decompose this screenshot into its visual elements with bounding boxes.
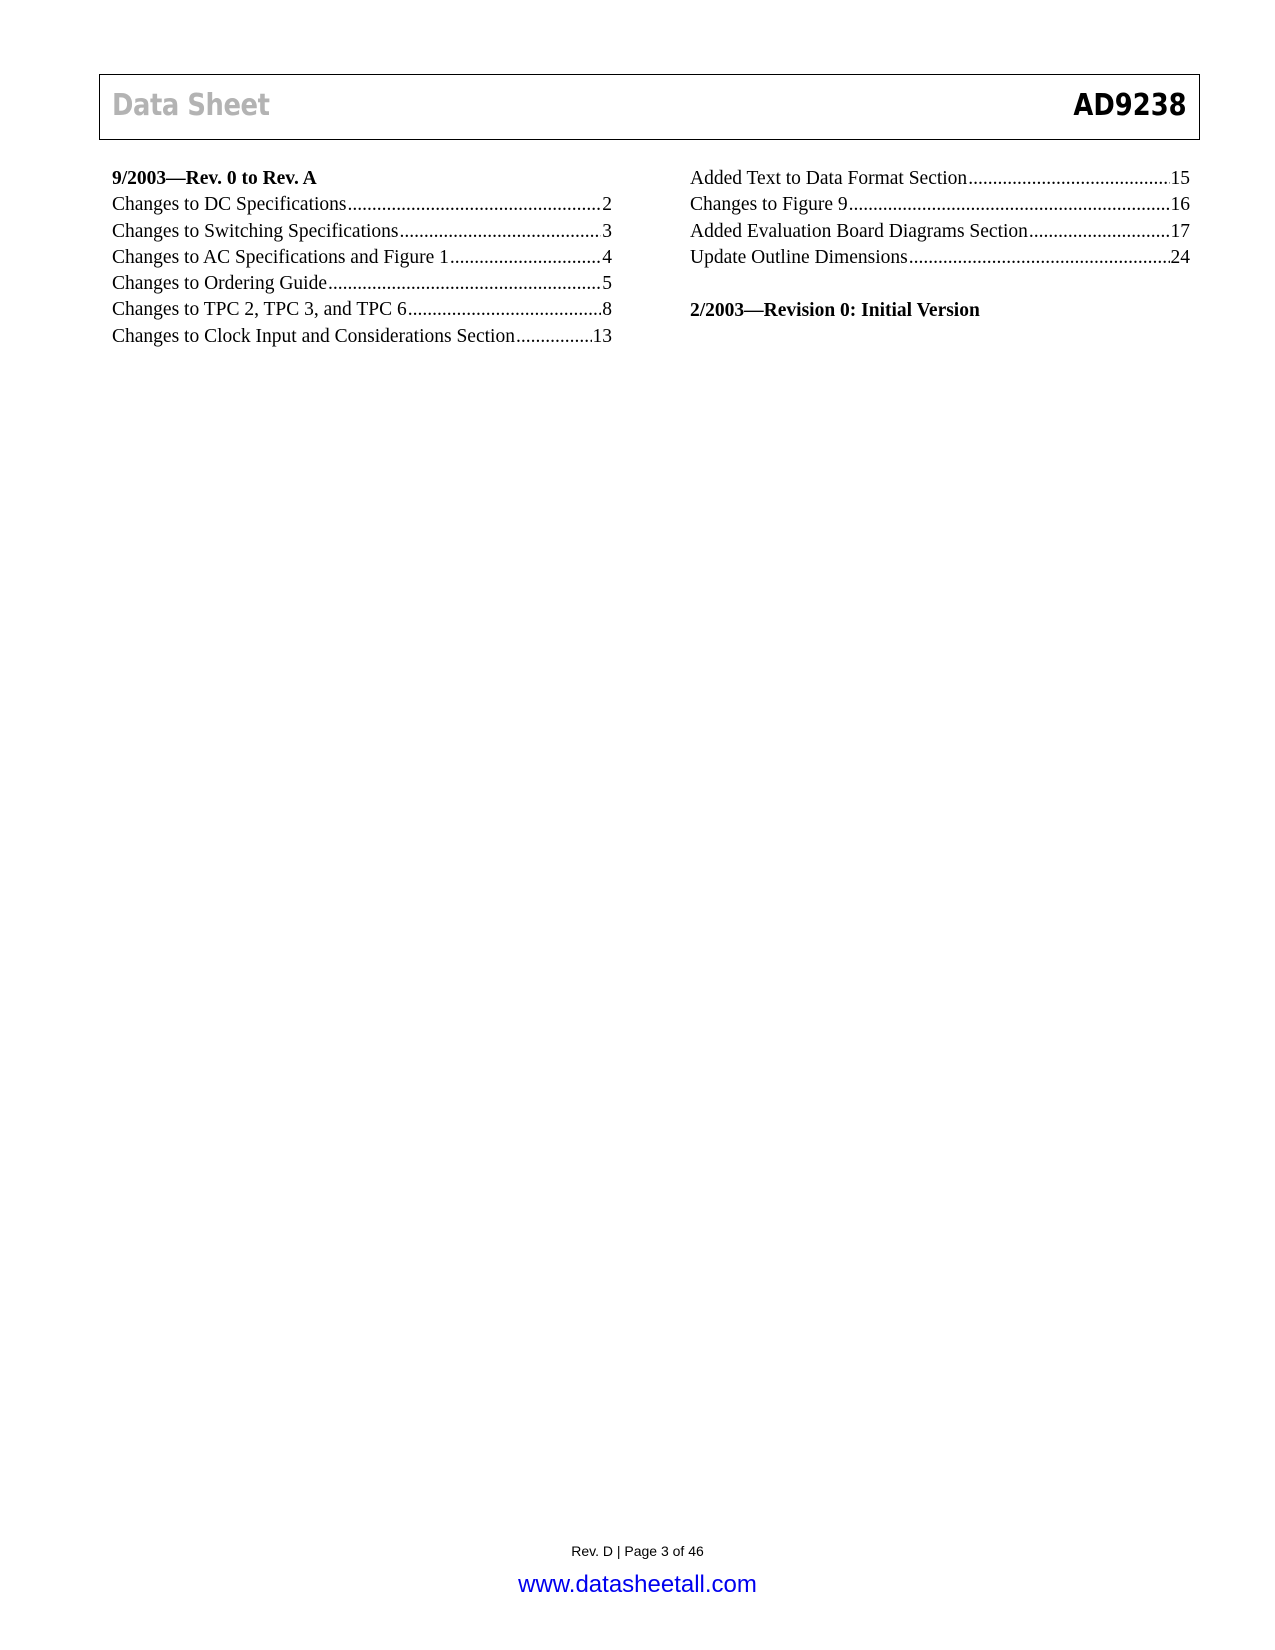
- toc-dot-leader: [408, 297, 602, 323]
- toc-entry-page: 16: [1170, 194, 1190, 216]
- toc-entry[interactable]: [112, 271, 612, 297]
- part-number: AD9238: [1073, 88, 1187, 123]
- toc-entry[interactable]: [690, 166, 1190, 192]
- toc-dot-leader: [516, 324, 592, 350]
- toc-entry-page: 24: [1170, 246, 1190, 268]
- revision-history-left-column: [112, 166, 612, 350]
- toc-dot-leader: [450, 245, 601, 271]
- toc-entry-page: 4: [602, 246, 612, 268]
- toc-dot-leader: [348, 192, 602, 218]
- toc-dot-leader: [328, 271, 601, 297]
- toc-entry-label: Update Outline Dimensions: [690, 246, 908, 268]
- toc-entry-label: Changes to Figure 9: [690, 194, 848, 216]
- toc-entry-label: Added Text to Data Format Section: [690, 168, 968, 189]
- toc-dot-leader: [909, 245, 1170, 271]
- toc-entry-label: Changes to AC Specifications and Figure 1: [112, 246, 449, 268]
- toc-entry-page: 13: [592, 325, 612, 347]
- footer-website-link[interactable]: www.datasheetall.com: [518, 1571, 757, 1598]
- toc-entry-label: Added Evaluation Board Diagrams Section: [690, 220, 1028, 242]
- toc-dot-leader: [400, 219, 602, 245]
- toc-entry[interactable]: [112, 297, 612, 323]
- toc-entry-label: Changes to Switching Specifications: [112, 220, 399, 242]
- toc-entry[interactable]: [112, 245, 612, 271]
- revision-heading: 9/2003—Rev. 0 to Rev. A: [112, 168, 317, 189]
- toc-entry[interactable]: [112, 219, 612, 245]
- toc-entry-label: Changes to Clock Input and Considerations Section: [112, 325, 515, 347]
- toc-dot-leader: [849, 192, 1170, 218]
- toc-entry-label: Changes to TPC 2, TPC 3, and TPC 6: [112, 299, 407, 321]
- toc-entry-page: 5: [602, 273, 612, 295]
- revision-heading: 2/2003—Revision 0: Initial Version: [690, 300, 980, 322]
- toc-entry[interactable]: [690, 245, 1190, 271]
- toc-entry[interactable]: [690, 219, 1190, 245]
- toc-entry[interactable]: [112, 192, 612, 218]
- toc-dot-leader: [1029, 219, 1170, 245]
- toc-entry-page: 8: [602, 299, 612, 321]
- page-header: [99, 74, 1200, 140]
- revision-history-right-column: [690, 166, 1190, 324]
- toc-entry-label: Changes to DC Specifications: [112, 194, 347, 216]
- toc-dot-leader: [968, 166, 1169, 192]
- toc-entry[interactable]: [112, 324, 612, 350]
- document-type-label: Data Sheet: [112, 88, 270, 123]
- toc-entry[interactable]: [690, 192, 1190, 218]
- toc-entry-page: 15: [1170, 168, 1190, 189]
- toc-entry-page: 2: [602, 194, 612, 216]
- toc-entry-page: 3: [602, 220, 612, 242]
- section-spacer: [690, 271, 1190, 298]
- page-footer-info: Rev. D | Page 3 of 46: [571, 1543, 704, 1559]
- toc-entry-label: Changes to Ordering Guide: [112, 273, 327, 295]
- toc-entry-page: 17: [1170, 220, 1190, 242]
